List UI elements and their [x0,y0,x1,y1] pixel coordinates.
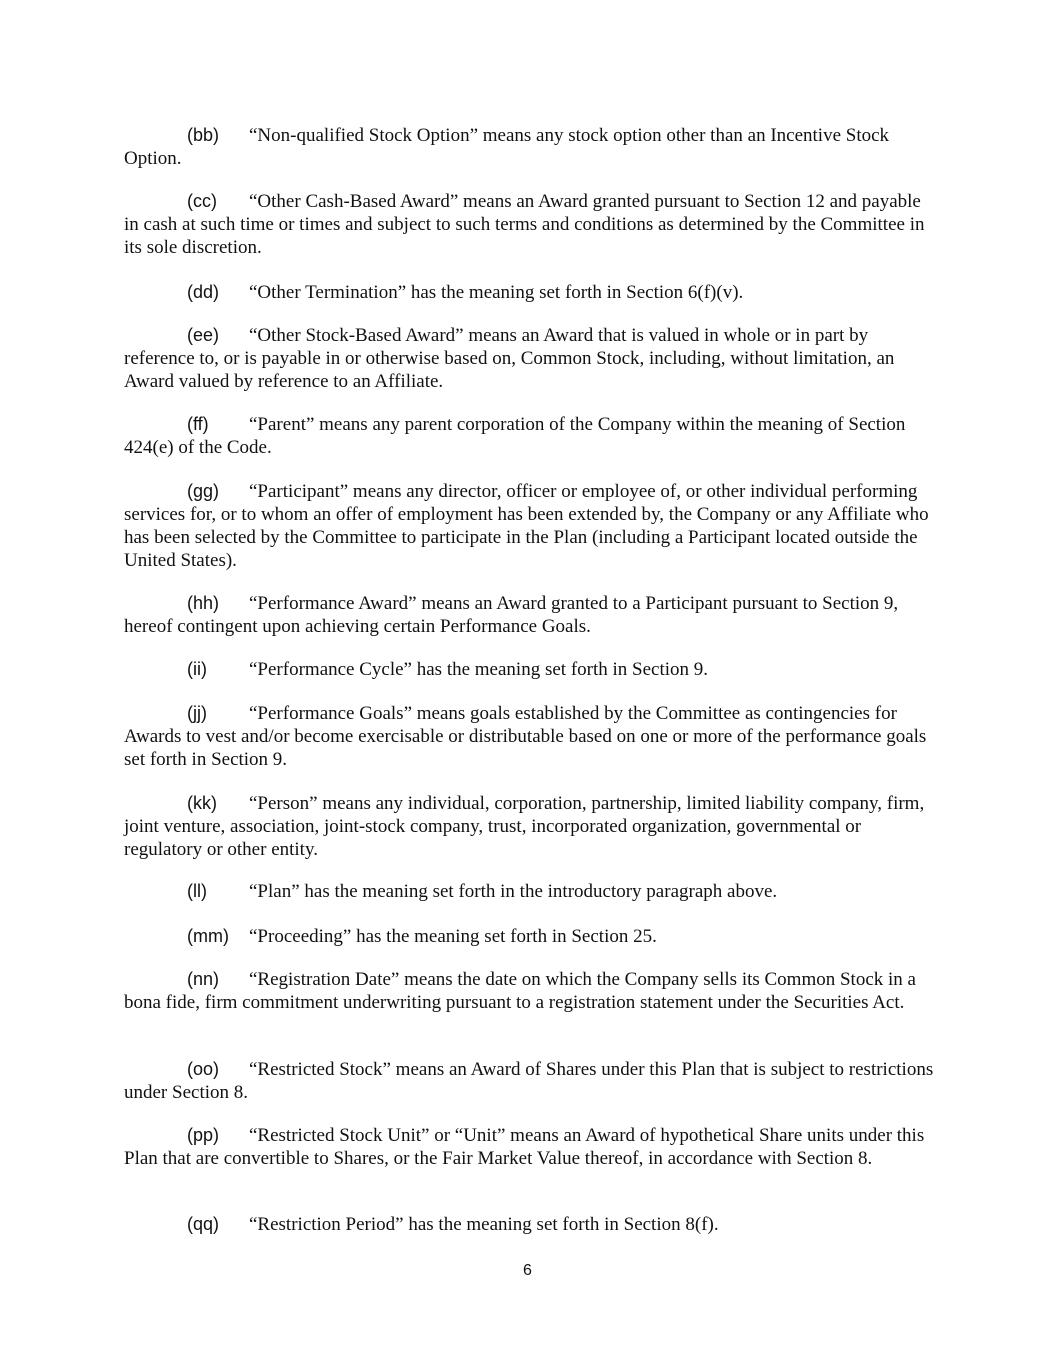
definition-text: “Restricted Stock” means an Award of Shares under this Plan that is subject to restrictions under Section 8. [124,1059,934,1103]
definition-number: (nn) [187,969,220,989]
definition-number: (hh) [187,593,220,613]
definition-gg [124,480,934,572]
definition-number: (ff) [187,414,209,434]
definition-number: (gg) [187,481,220,501]
definition-text: “Performance Cycle” has the meaning set forth in Section 9. [249,659,709,680]
definition-text: “Restriction Period” has the meaning set forth in Section 8(f). [249,1214,719,1235]
definition-text: “Other Termination” has the meaning set forth in Section 6(f)(v). [249,282,744,303]
definition-number: (ii) [187,659,207,679]
definition-number: (dd) [187,282,220,302]
definition-number: (bb) [187,125,220,145]
definition-oo [124,1058,934,1104]
definition-number: (qq) [187,1214,220,1234]
definition-ll [124,880,934,903]
definition-ee [124,324,934,393]
definition-number: (pp) [187,1125,220,1145]
definition-qq [124,1213,934,1236]
definition-number: (jj) [187,703,207,723]
definition-text: “Person” means any individual, corporation, partnership, limited liability company, firm, joint venture, association, joint-stock company, trust, incorporated organization, governmental or regulatory or other entity. [124,793,925,860]
definition-number: (oo) [187,1059,220,1079]
definition-number: (ll) [187,881,207,901]
definition-text: “Non-qualified Stock Option” means any stock option other than an Incentive Stock Option. [124,125,890,169]
definition-number: (cc) [187,191,217,211]
definition-text: “Other Cash-Based Award” means an Award granted pursuant to Section 12 and payable in cash at such time or times and subject to such terms and conditions as determined by the Committee in its sole discretion. [124,191,925,258]
definition-text: “Other Stock-Based Award” means an Award that is valued in whole or in part by reference to, or is payable in or otherwise based on, Common Stock, including, without limitation, an Award valued by reference to an Affiliate. [124,325,895,392]
definition-text: “Performance Goals” means goals established by the Committee as contingencies for Awards to vest and/or become exercisable or distributable based on one or more of the performance goals set forth in Section 9. [124,703,927,770]
definition-cc [124,190,934,259]
definition-text: “Registration Date” means the date on which the Company sells its Common Stock in a bona fide, firm commitment underwriting pursuant to a registration statement under the Securities Act. [124,969,916,1013]
definition-text: “Restricted Stock Unit” or “Unit” means an Award of hypothetical Share units under this Plan that are convertible to Shares, or the Fair Market Value thereof, in accordance with Section 8. [124,1125,925,1169]
definition-text: “Plan” has the meaning set forth in the introductory paragraph above. [249,881,778,902]
definition-text: “Proceeding” has the meaning set forth in Section 25. [249,926,657,947]
page-number: 6 [523,1262,532,1279]
definition-text: “Participant” means any director, officer or employee of, or other individual performing services for, or to whom an offer of employment has been extended by, the Company or any Affiliate who has been selected by the Committee to participate in the Plan (including a Participant located outside the United States). [124,481,929,571]
definition-number: (mm) [187,926,229,946]
definition-mm [124,925,934,948]
definition-dd [124,281,934,304]
definition-text: “Parent” means any parent corporation of the Company within the meaning of Section 424(e) of the Code. [124,414,906,458]
definition-kk [124,792,934,861]
definition-jj [124,702,934,771]
definition-ii [124,658,934,681]
definition-text: “Performance Award” means an Award granted to a Participant pursuant to Section 9, hereof contingent upon achieving certain Performance Goals. [124,593,899,637]
definition-bb [124,124,934,170]
definition-ff [124,413,934,459]
definition-nn [124,968,934,1014]
definition-number: (kk) [187,793,217,813]
definition-pp [124,1124,934,1170]
definition-number: (ee) [187,325,220,345]
definition-hh [124,592,934,638]
